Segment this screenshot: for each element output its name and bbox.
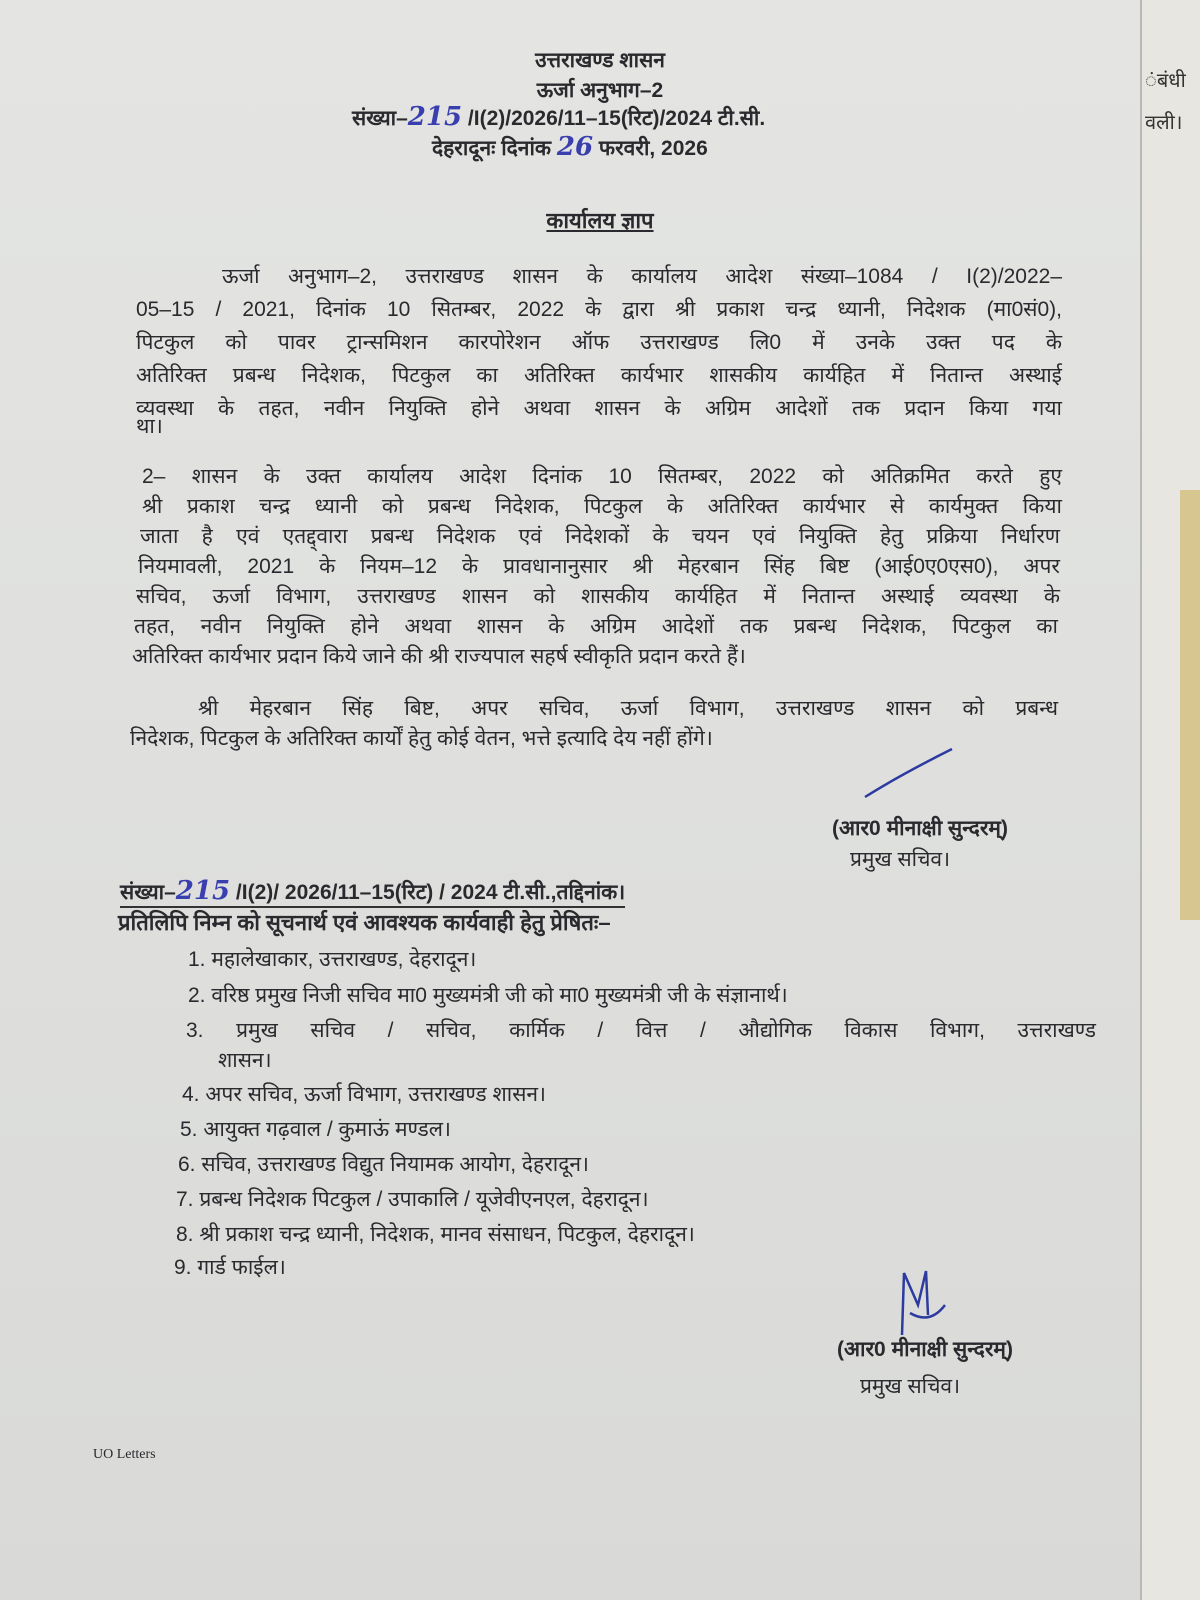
para1-line: 05–15 / 2021, दिनांक 10 सितम्बर, 2022 के द्वारा श्री प्रकाश चन्द्र ध्यानी, निदेशक (मा0सं0),	[136, 298, 1062, 321]
copy-item: 3. प्रमुख सचिव / सचिव, कार्मिक / वित्त / औद्योगिक विकास विभाग, उत्तराखण्ड	[186, 1019, 1096, 1042]
handwritten-number: 215	[175, 876, 231, 906]
para1-line: ऊर्जा अनुभाग–2, उत्तराखण्ड शासन के कार्यालय आदेश संख्या–1084 / I(2)/2022–	[222, 265, 1062, 288]
para2-line: नियमावली, 2021 के नियम–12 के प्रावधानानुसार श्री मेहरबान सिंह बिष्ट (आई0ए0एस0), अपर	[138, 555, 1060, 578]
para2-line: सचिव, ऊर्जा विभाग, उत्तराखण्ड शासन को शासकीय कार्यहित में नितान्त अस्थाई व्यवस्था के	[136, 585, 1060, 608]
copy-item: शासन।	[218, 1049, 272, 1072]
copy-item: 4. अपर सचिव, ऊर्जा विभाग, उत्तराखण्ड शासन।	[182, 1083, 547, 1106]
number-suffix: /I(2)/ 2026/11–15(रिट) / 2024 टी.सी.,तद्दिनांक।	[235, 881, 626, 904]
copy-reference	[120, 876, 625, 908]
handwritten-number: 215	[407, 102, 463, 132]
copy-item: 9. गार्ड फाईल।	[174, 1256, 286, 1279]
label: संख्या–	[352, 107, 408, 130]
signatory-name: (आर0 मीनाक्षी सुन्दरम्)	[837, 1338, 1013, 1361]
copy-item: 7. प्रबन्ध निदेशक पिटकुल / उपाकालि / यूजेवीएनएल, देहरादून।	[176, 1188, 649, 1211]
para3-line: निदेशक, पिटकुल के अतिरिक्त कार्यों हेतु कोई वेतन, भत्ते इत्यादि देय नहीं होंगे।	[130, 727, 713, 750]
para2-line: 2– शासन के उक्त कार्यालय आदेश दिनांक 10 सितम्बर, 2022 को अतिक्रमित करते हुए	[142, 465, 1062, 488]
copy-item: 5. आयुक्त गढ़वाल / कुमाऊं मण्डल।	[180, 1118, 451, 1141]
copy-item: 8. श्री प्रकाश चन्द्र ध्यानी, निदेशक, मानव संसाधन, पिटकुल, देहरादून।	[176, 1223, 695, 1246]
copy-item: 1. महालेखाकार, उत्तराखण्ड, देहरादून।	[188, 948, 477, 971]
signature-2	[890, 1265, 950, 1345]
signature-1	[860, 745, 960, 805]
label: संख्या–	[120, 881, 176, 904]
para1-line: पिटकुल को पावर ट्रान्समिशन कारपोरेशन ऑफ उत्तराखण्ड लि0 में उनके उक्त पद के	[136, 331, 1062, 354]
side-text: वली।	[1145, 112, 1183, 134]
yellow-folder-edge	[1180, 490, 1200, 920]
date-line	[432, 132, 708, 162]
para1-line: व्यवस्था के तहत, नवीन नियुक्ति होने अथवा शासन के अग्रिम आदेशों तक प्रदान किया गया	[136, 397, 1062, 420]
side-text: ंबंधी	[1145, 70, 1186, 92]
signatory-designation: प्रमुख सचिव।	[849, 848, 951, 871]
reference-number	[352, 102, 765, 132]
date-suffix: फरवरी, 2026	[598, 137, 708, 160]
signatory-name: (आर0 मीनाक्षी सुन्दरम्)	[832, 817, 1008, 840]
govt-name: उत्तराखण्ड शासन	[535, 49, 665, 72]
section-name: ऊर्जा अनुभाग–2	[536, 79, 664, 102]
para1-line: था।	[136, 415, 163, 438]
number-suffix: /I(2)/2026/11–15(रिट)/2024 टी.सी.	[467, 107, 766, 130]
document-title: कार्यालय ज्ञाप	[546, 208, 654, 233]
para2-line: तहत, नवीन नियुक्ति होने अथवा शासन के अग्रिम आदेशों तक प्रबन्ध निदेशक, पिटकुल का	[134, 615, 1058, 638]
para3-line: श्री मेहरबान सिंह बिष्ट, अपर सचिव, ऊर्जा विभाग, उत्तराखण्ड शासन को प्रबन्ध	[198, 697, 1058, 720]
handwritten-date: 26	[556, 132, 594, 162]
copy-heading: प्रतिलिपि निम्न को सूचनार्थ एवं आवश्यक कार्यवाही हेतु प्रेषितः–	[118, 910, 611, 935]
para2-line: जाता है एवं एतद्द्वारा प्रबन्ध निदेशक एवं निदेशकों के चयन एवं नियुक्ति हेतु प्रक्रिया निर्धारण	[140, 525, 1060, 548]
copy-item: 2. वरिष्ठ प्रमुख निजी सचिव मा0 मुख्यमंत्री जी को मा0 मुख्यमंत्री जी के संज्ञानार्थ।	[188, 984, 788, 1007]
label: देहरादूनः दिनांक	[432, 137, 552, 160]
signatory-designation: प्रमुख सचिव।	[859, 1375, 961, 1398]
para1-line: अतिरिक्त प्रबन्ध निदेशक, पिटकुल का अतिरिक्त कार्यभार शासकीय कार्यहित में नितान्त अस्थाई	[136, 364, 1062, 387]
para2-line: श्री प्रकाश चन्द्र ध्यानी को प्रबन्ध निदेशक, पिटकुल के अतिरिक्त कार्यभार से कार्यमुक्त किया	[142, 495, 1062, 518]
para2-line: अतिरिक्त कार्यभार प्रदान किये जाने की श्री राज्यपाल सहर्ष स्वीकृति प्रदान करते हैं।	[132, 645, 746, 668]
copy-item: 6. सचिव, उत्तराखण्ड विद्युत नियामक आयोग, देहरादून।	[178, 1153, 589, 1176]
footer-label: UO Letters	[93, 1447, 156, 1462]
